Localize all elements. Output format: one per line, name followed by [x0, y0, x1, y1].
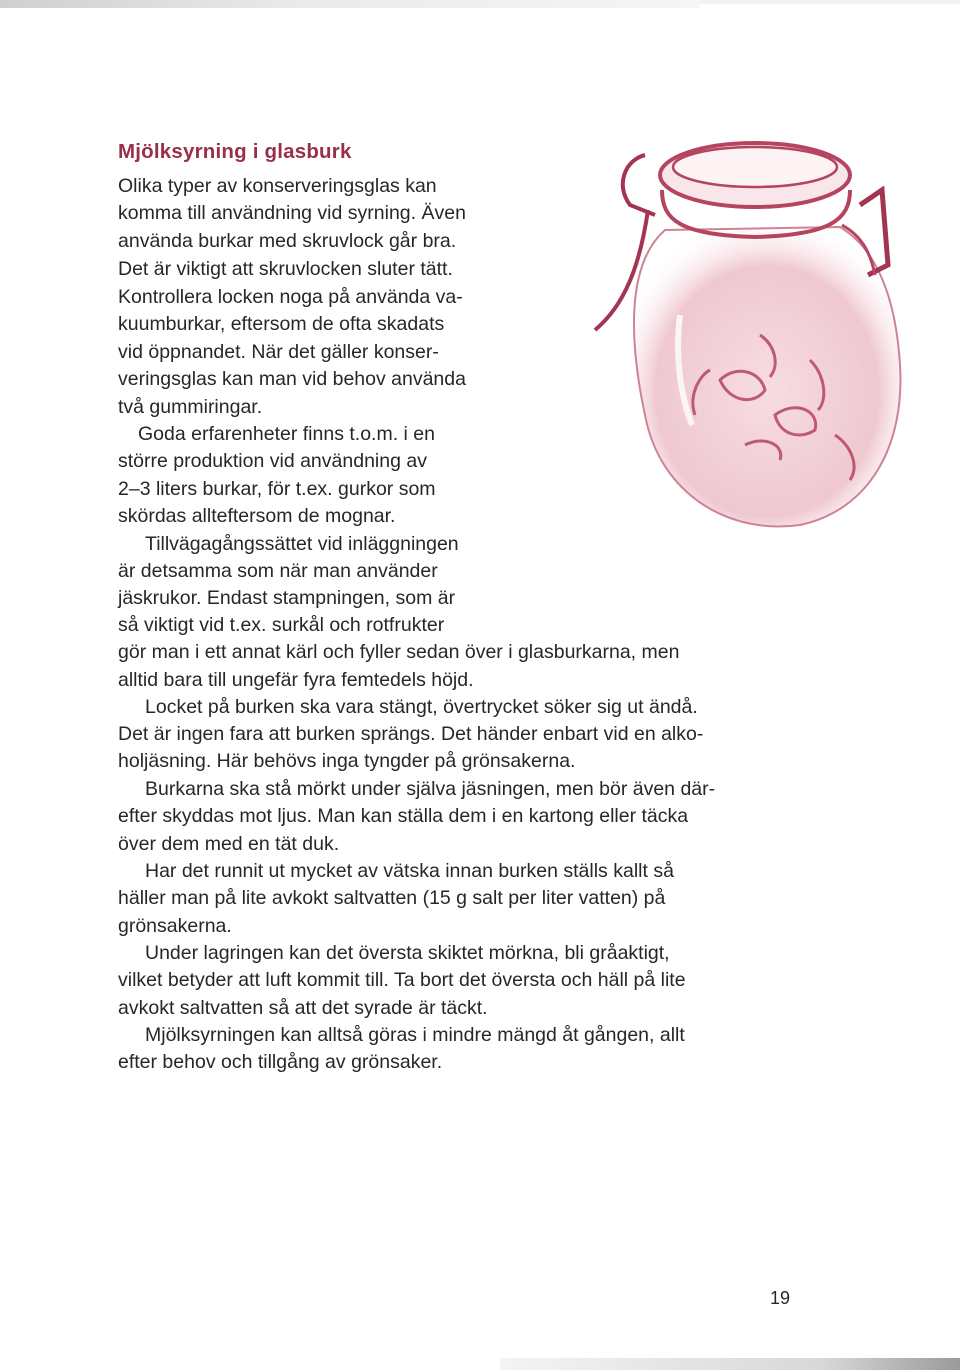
text-line: jäskrukor. Endast stampningen, som är [118, 587, 456, 609]
text-line: kuumburkar, eftersom de ofta skadats [118, 313, 445, 335]
text-line: Olika typer av konserveringsglas kan [118, 175, 437, 197]
text-line: vilket betyder att luft kommit till. Ta bort det översta och häll på lite [118, 969, 686, 991]
text-line: alltid bara till ungefär fyra femtedels höjd. [118, 669, 474, 691]
text-line: holjäsning. Här behövs inga tyngder på grönsakerna. [118, 750, 576, 772]
text-line: grönsakerna. [118, 915, 232, 937]
text-line: Mjölksyrningen kan alltså göras i mindre mängd åt gången, allt [145, 1024, 685, 1046]
glass-jar-icon [570, 115, 920, 615]
text-line: två gummiringar. [118, 396, 263, 418]
text-line: Har det runnit ut mycket av vätska innan burken ställs kallt så [145, 860, 674, 882]
scan-edge-top [0, 0, 700, 8]
text-line: veringsglas kan man vid behov använda [118, 368, 466, 390]
text-line: efter behov och tillgång av grönsaker. [118, 1051, 443, 1073]
text-line: häller man på lite avkokt saltvatten (15 g salt per liter vatten) på [118, 887, 666, 909]
text-line: komma till användning vid syrning. Även [118, 202, 466, 224]
text-line: Kontrollera locken noga på använda va- [118, 286, 463, 308]
scan-edge-top-right [700, 0, 960, 4]
text-line: skördas allteftersom de mognar. [118, 505, 396, 527]
text-line: så viktigt vid t.ex. surkål och rotfrukter [118, 614, 445, 636]
text-line: vid öppnandet. När det gäller konser- [118, 341, 439, 363]
text-line: Tillvägagångssättet vid inläggningen [145, 533, 459, 555]
text-line: efter skyddas mot ljus. Man kan ställa dem i en kartong eller täcka [118, 805, 689, 827]
scan-edge-bottom [500, 1358, 960, 1370]
text-line: Burkarna ska stå mörkt under själva jäsningen, men bör även där- [145, 778, 716, 800]
text-line: Locket på burken ska vara stängt, övertrycket söker sig ut ändå. [145, 696, 698, 718]
text-line: använda burkar med skruvlock går bra. [118, 230, 457, 252]
text-line: avkokt saltvatten så att det syrade är täckt. [118, 997, 488, 1019]
text-line: gör man i ett annat kärl och fyller sedan över i glasburkarna, men [118, 641, 680, 663]
text-line: är detsamma som när man använder [118, 560, 438, 582]
text-line: Goda erfarenheter finns t.o.m. i en [138, 423, 435, 445]
text-line: 2–3 liters burkar, för t.ex. gurkor som [118, 478, 436, 500]
text-line: Det är viktigt att skruvlocken sluter tätt. [118, 258, 453, 280]
page-number: 19 [770, 1288, 791, 1308]
text-line: över dem med en tät duk. [118, 833, 340, 855]
text-line: större produktion vid användning av [118, 450, 427, 472]
text-line: Under lagringen kan det översta skiktet mörkna, bli gråaktigt, [145, 942, 670, 964]
page-title: Mjölksyrning i glasburk [118, 140, 352, 163]
text-line: Det är ingen fara att burken sprängs. Det händer enbart vid en alko- [118, 723, 704, 745]
